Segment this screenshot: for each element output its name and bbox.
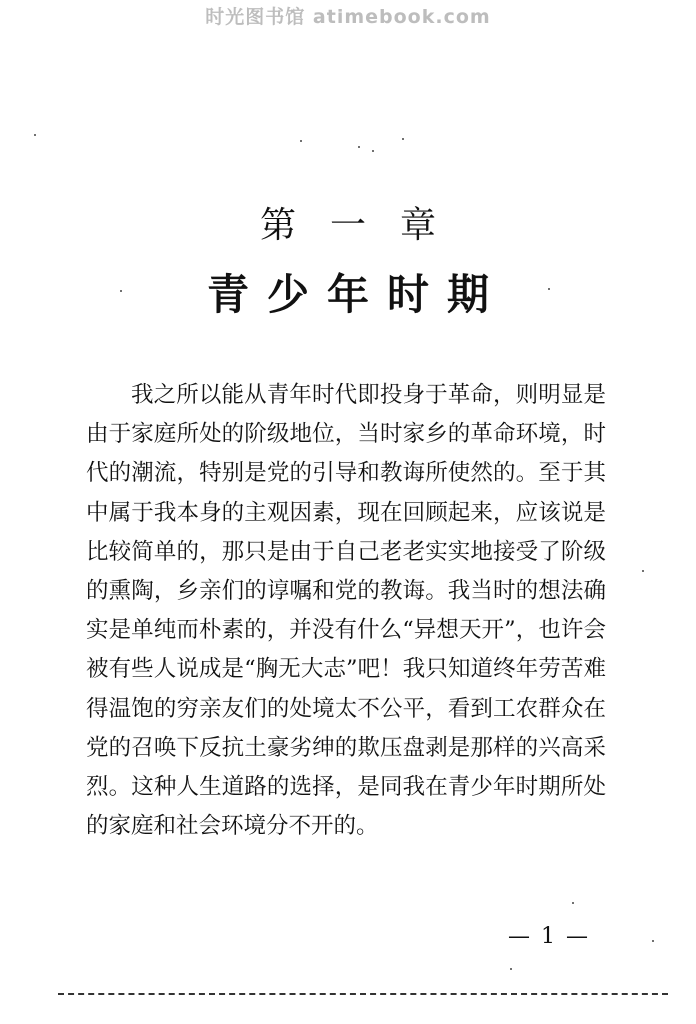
scan-speck bbox=[120, 290, 122, 292]
chapter-title: 青少年时期 bbox=[206, 270, 507, 319]
scan-speck bbox=[300, 140, 302, 142]
scan-speck bbox=[372, 150, 374, 152]
scan-speck bbox=[358, 146, 360, 148]
scan-speck bbox=[642, 570, 644, 572]
watermark: 时光图书馆 atimebook.com bbox=[205, 6, 491, 28]
body-paragraph: 我之所以能从青年时代即投身于革命，则明显是由于家庭所处的阶级地位，当时家乡的革命环境，时代的潮流，特别是党的引导和教诲所使然的。至于其中属于我本身的主观因素，现在回顾起来，应该说是比较简单的，那只是由于自己老老实实地接受了阶级的熏陶，乡亲们的谆嘱和党的教诲。我当时的想法确实是单纯而朴素的，并没有什么“异想天开”，也许会被有些人说成是“胸无大志”吧！我只知道终年劳苦难得温饱的穷亲友们的处境太不公平，看到工农群众在党的召唤下反抗土豪劣绅的欺压盘剥是那样的兴高采烈。这种人生道路的选择，是同我在青少年时期所处的家庭和社会环境分不开的。 bbox=[86, 382, 606, 840]
scan-speck bbox=[402, 138, 404, 140]
scan-speck bbox=[572, 902, 574, 904]
scan-speck bbox=[510, 968, 512, 970]
chapter-number: 第一章 bbox=[259, 205, 470, 246]
page-number: — 1 — bbox=[508, 924, 590, 949]
scan-speck bbox=[548, 288, 550, 290]
scan-speck bbox=[34, 134, 36, 136]
scan-speck bbox=[652, 940, 654, 942]
bottom-rule bbox=[58, 993, 668, 995]
